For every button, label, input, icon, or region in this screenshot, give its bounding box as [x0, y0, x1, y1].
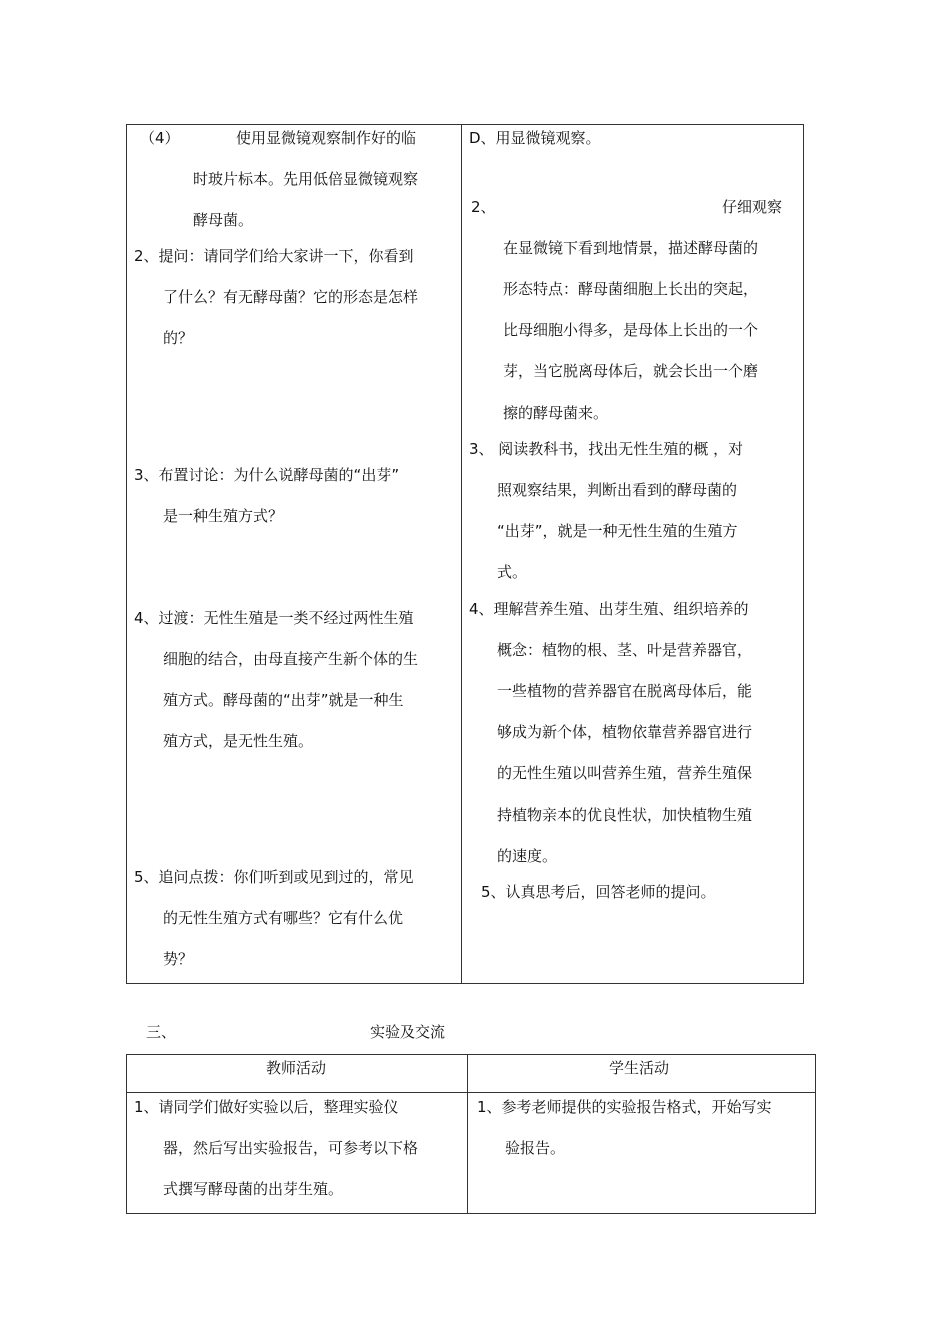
- table-cell-text: 5、认真思考后，回答老师的提问。: [481, 883, 716, 901]
- table-cell-text: 照观察结果，判断出看到的酵母菌的: [497, 481, 738, 499]
- table-cell-text: 了什么？有无酵母菌？它的形态是怎样: [163, 288, 419, 306]
- table-cell-text: 势？: [163, 950, 194, 968]
- table-cell-text: （4）: [140, 129, 180, 147]
- table-cell-text: 酵母菌。: [193, 211, 254, 229]
- section-number: 三、: [146, 1023, 177, 1041]
- table-cell-text: 3、布置讨论：为什么说酵母菌的“出芽”: [134, 466, 400, 484]
- header-divider: [127, 1092, 815, 1093]
- table-cell-text: 2、: [471, 198, 496, 216]
- table-cell-text: 一些植物的营养器官在脱离母体后，能: [497, 682, 753, 700]
- table-cell-text: 形态特点：酵母菌细胞上长出的突起，: [503, 280, 759, 298]
- table-cell-text: 使用显微镜观察制作好的临: [236, 129, 417, 147]
- table-cell-text: 4、过渡：无性生殖是一类不经过两性生殖: [134, 609, 414, 627]
- table-cell-text: 仔细观察: [722, 198, 783, 216]
- table-cell-text: 殖方式，是无性生殖。: [163, 732, 314, 750]
- table-header-student: 学生活动: [609, 1059, 670, 1077]
- column-divider: [461, 125, 462, 983]
- table-cell-text: 器，然后写出实验报告，可参考以下格: [163, 1139, 419, 1157]
- column-divider: [467, 1055, 468, 1213]
- table-cell-text: 比母细胞小得多，是母体上长出的一个: [503, 321, 759, 339]
- table-cell-text: 的无性生殖以叫营养生殖，营养生殖保: [497, 764, 753, 782]
- table-header-teacher: 教师活动: [266, 1059, 327, 1077]
- table-cell-text: 的？: [163, 329, 194, 347]
- table-cell-text: D、用显微镜观察。: [469, 129, 601, 147]
- table-cell-text: 细胞的结合，由母直接产生新个体的生: [163, 650, 419, 668]
- table-cell-text: 芽，当它脱离母体后，就会长出一个磨: [503, 362, 759, 380]
- table-cell-text: 概念：植物的根、茎、叶是营养器官，: [497, 641, 753, 659]
- table-cell-text: 是一种生殖方式？: [163, 507, 284, 525]
- table-cell-text: 1、请同学们做好实验以后，整理实验仪: [134, 1098, 399, 1116]
- table-cell-text: “出芽”，就是一种无性生殖的生殖方: [497, 522, 738, 540]
- table-cell-text: 在显微镜下看到地情景，描述酵母菌的: [503, 239, 759, 257]
- table-cell-text: 的速度。: [497, 847, 558, 865]
- table-cell-text: 持植物亲本的优良性状，加快植物生殖: [497, 806, 753, 824]
- table-cell-text: 式。: [497, 563, 528, 581]
- table-cell-text: 的无性生殖方式有哪些？它有什么优: [163, 909, 404, 927]
- table-cell-text: 4、理解营养生殖、出芽生殖、组织培养的: [469, 600, 749, 618]
- table-cell-text: 够成为新个体，植物依靠营养器官进行: [497, 723, 753, 741]
- table-cell-text: 验报告。: [505, 1139, 566, 1157]
- table-cell-text: 3、 阅读教科书，找出无性生殖的概 ，对: [469, 440, 744, 458]
- table-cell-text: 1、参考老师提供的实验报告格式，开始写实: [477, 1098, 772, 1116]
- table-cell-text: 时玻片标本。先用低倍显微镜观察: [193, 170, 419, 188]
- table-cell-text: 殖方式。酵母菌的“出芽”就是一种生: [163, 691, 404, 709]
- table-cell-text: 5、追问点拨：你们听到或见到过的，常见: [134, 868, 414, 886]
- table-cell-text: 式撰写酵母菌的出芽生殖。: [163, 1180, 344, 1198]
- table-cell-text: 2、提问：请同学们给大家讲一下，你看到: [134, 247, 414, 265]
- section-title: 实验及交流: [370, 1023, 446, 1041]
- table-cell-text: 擦的酵母菌来。: [503, 404, 609, 422]
